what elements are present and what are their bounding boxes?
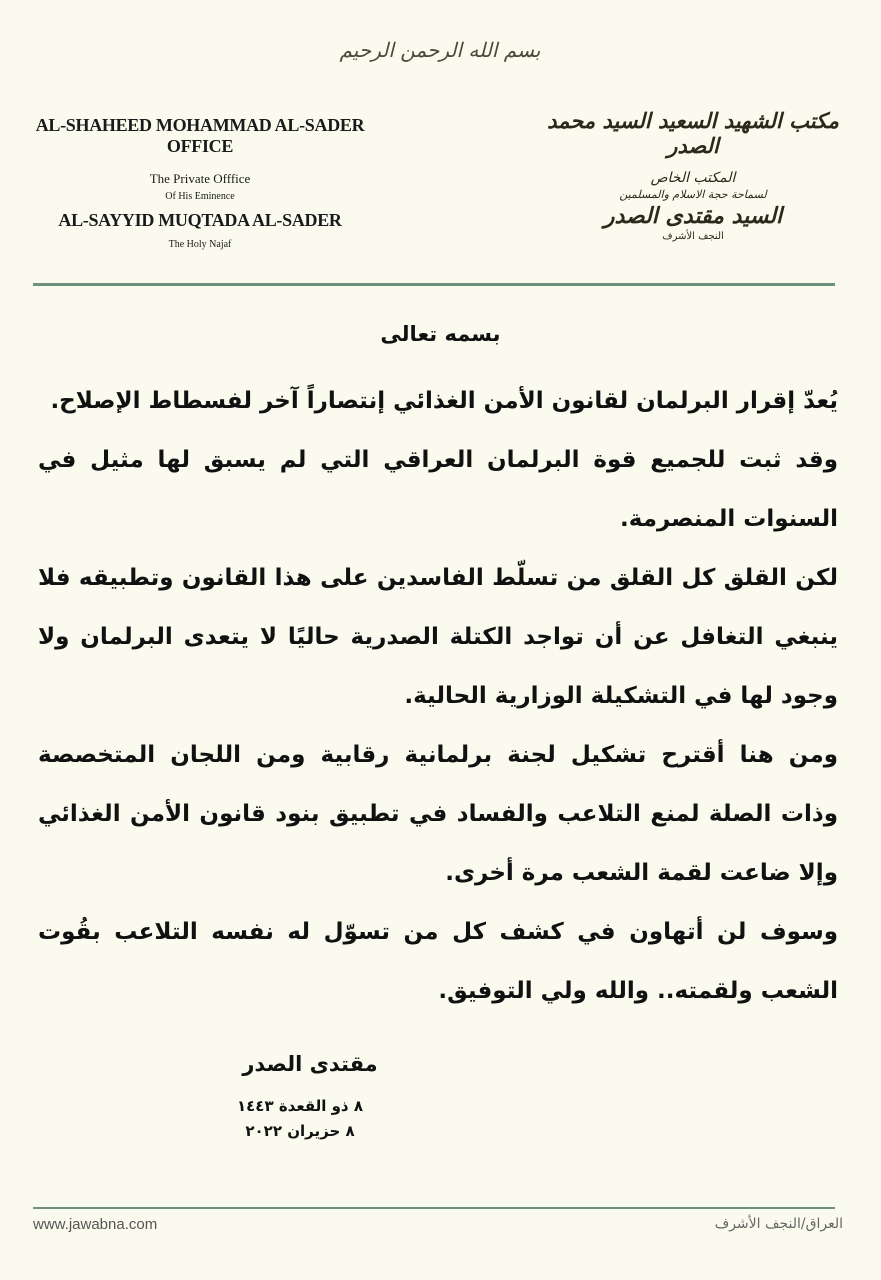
arabic-office-name: مكتب الشهيد السعيد السيد محمد الصدر [547, 108, 839, 158]
paragraph: ومن هنا أقترح تشكيل لجنة برلمانية رقابية ومن اللجان المتخصصة وذات الصلة لمنع التلاعب والفساد في تطبيق بنود قانون الأمن الغذائي وإلا ضاعت لقمة الشعب مرة أخرى. [38, 742, 838, 886]
arabic-name: السيد مقتدى الصدر [603, 203, 783, 229]
english-private-office: The Private Offfice [149, 171, 251, 186]
date-gregorian: ٨ حزيران ٢٠٢٢ [245, 1122, 355, 1140]
letter-heading: بسمه تعالى [380, 322, 501, 346]
paragraph: وقد ثبت للجميع قوة البرلمان العراقي التي لم يسبق لها مثيل في السنوات المنصرمة. [38, 447, 838, 532]
arabic-letterhead [543, 108, 843, 242]
arabic-of-his-eminence: لسماحة حجة الاسلام والمسلمين [619, 188, 767, 201]
english-office-name: AL-SHAHEED MOHAMMAD AL-SADER OFFICE [35, 115, 365, 156]
basmala: بسم الله الرحمن الرحيم [339, 38, 541, 62]
paragraph: وسوف لن أتهاون في كشف كل من تسوّل له نفسه التلاعب بقُوت الشعب ولقمته.. والله ولي التوفيق. [38, 919, 838, 1004]
paragraph: يُعدّ إقرار البرلمان لقانون الأمن الغذائي إنتصاراً آخر لفسطاط الإصلاح. [50, 388, 838, 414]
english-of-his-eminence: Of His Eminence [165, 191, 235, 202]
footer-location: العراق/النجف الأشرف [714, 1216, 843, 1232]
header-divider [33, 283, 835, 286]
english-name: AL-SAYYID MUQTADA AL-SADER [58, 210, 342, 230]
date-hijri: ٨ ذو القعدة ١٤٤٣ [236, 1097, 364, 1115]
arabic-private-office: المكتب الخاص [650, 170, 736, 186]
arabic-location: النجف الأشرف [662, 231, 724, 242]
footer-divider [33, 1207, 835, 1209]
english-letterhead [30, 115, 370, 250]
paragraph: لكن القلق كل القلق من تسلّط الفاسدين على هذا القانون وتطبيقه فلا ينبغي التغافل عن أن تواجد الكتلة الصدرية حاليًا لا يتعدى البرلمان ولا وجود لها في التشكيلة الوزارية الحالية. [38, 565, 838, 709]
letter-body [38, 372, 838, 1021]
footer-url: www.jawabna.com [33, 1216, 158, 1233]
english-location: The Holy Najaf [168, 239, 232, 250]
signature: مقتدى الصدر [242, 1052, 378, 1076]
